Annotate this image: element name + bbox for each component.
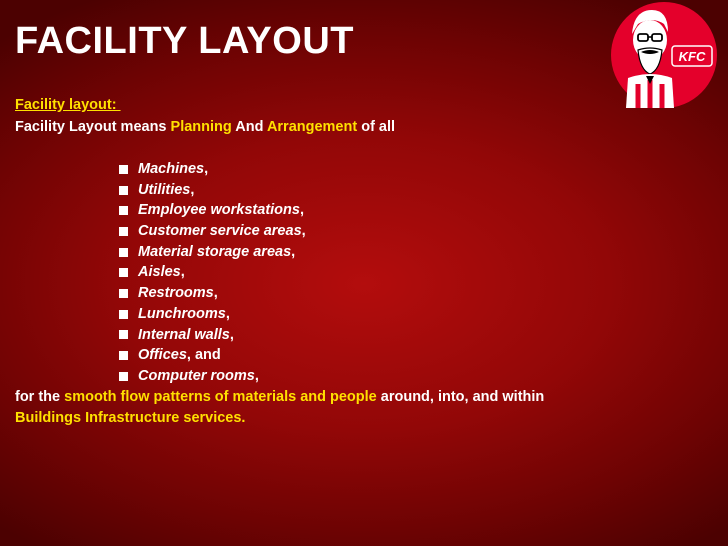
list-item-text: Internal walls bbox=[138, 326, 230, 343]
square-bullet-icon bbox=[119, 227, 128, 236]
list-item-suffix: , bbox=[180, 264, 185, 281]
intro-line bbox=[15, 119, 395, 135]
square-bullet-icon bbox=[119, 330, 128, 339]
list-item bbox=[119, 221, 306, 242]
intro-highlight-arrangement: Arrangement bbox=[266, 119, 358, 135]
list-item-suffix: , bbox=[301, 223, 306, 240]
list-item bbox=[119, 345, 306, 366]
square-bullet-icon bbox=[119, 289, 128, 298]
list-item-text: Customer service areas bbox=[138, 223, 302, 240]
list-item bbox=[119, 325, 306, 346]
intro-highlight-planning: Planning bbox=[170, 119, 232, 135]
square-bullet-icon bbox=[119, 372, 128, 381]
square-bullet-icon bbox=[119, 310, 128, 319]
closing-text bbox=[15, 387, 715, 429]
list-item-suffix: , and bbox=[186, 347, 221, 364]
list-item-text: Offices bbox=[138, 347, 187, 364]
square-bullet-icon bbox=[119, 351, 128, 360]
list-item bbox=[119, 159, 306, 180]
square-bullet-icon bbox=[119, 268, 128, 277]
list-item-suffix: , bbox=[291, 243, 296, 260]
intro-middle: And bbox=[231, 119, 267, 135]
intro-suffix: of all bbox=[357, 119, 396, 135]
list-item bbox=[119, 366, 306, 387]
list-item-suffix: , bbox=[299, 202, 304, 219]
square-bullet-icon bbox=[119, 206, 128, 215]
intro-prefix: Facility Layout means bbox=[15, 119, 171, 135]
kfc-logo-icon bbox=[608, 0, 718, 112]
list-item-text: Computer rooms bbox=[138, 367, 255, 384]
square-bullet-icon bbox=[119, 248, 128, 257]
slide-title: FACILITY LAYOUT bbox=[15, 20, 354, 62]
list-item-text: Employee workstations bbox=[138, 202, 300, 219]
subheading: Facility layout: bbox=[15, 97, 121, 113]
list-item-text: Aisles bbox=[138, 264, 181, 281]
list-item bbox=[119, 283, 306, 304]
square-bullet-icon bbox=[119, 165, 128, 174]
list-item-text: Machines bbox=[138, 161, 205, 177]
closing-middle: around, into, and within bbox=[376, 389, 549, 405]
list-item-suffix: , bbox=[190, 181, 195, 198]
list-item-text: Restrooms bbox=[138, 285, 214, 302]
list-item-text: Lunchrooms bbox=[138, 305, 226, 322]
list-item-suffix: , bbox=[225, 305, 230, 322]
list-item bbox=[119, 262, 306, 283]
logo-kfc-text: KFC bbox=[678, 49, 706, 64]
closing-highlight-flow: smooth flow patterns of materials and people bbox=[64, 389, 377, 405]
list-item-suffix: , bbox=[229, 326, 234, 343]
closing-highlight-buildings: Buildings Infrastructure services. bbox=[15, 410, 246, 426]
square-bullet-icon bbox=[119, 186, 128, 195]
list-item-suffix: , bbox=[204, 161, 209, 177]
list-item-text: Material storage areas bbox=[138, 243, 292, 260]
list-item-text: Utilities bbox=[138, 181, 191, 198]
list-item-suffix: , bbox=[254, 367, 259, 384]
list-item bbox=[119, 200, 306, 221]
list-item bbox=[119, 242, 306, 263]
list-item bbox=[119, 304, 306, 325]
list-item bbox=[119, 180, 306, 201]
facility-items-list bbox=[119, 159, 306, 387]
closing-prefix: for the bbox=[15, 389, 65, 405]
list-item-suffix: , bbox=[213, 285, 218, 302]
